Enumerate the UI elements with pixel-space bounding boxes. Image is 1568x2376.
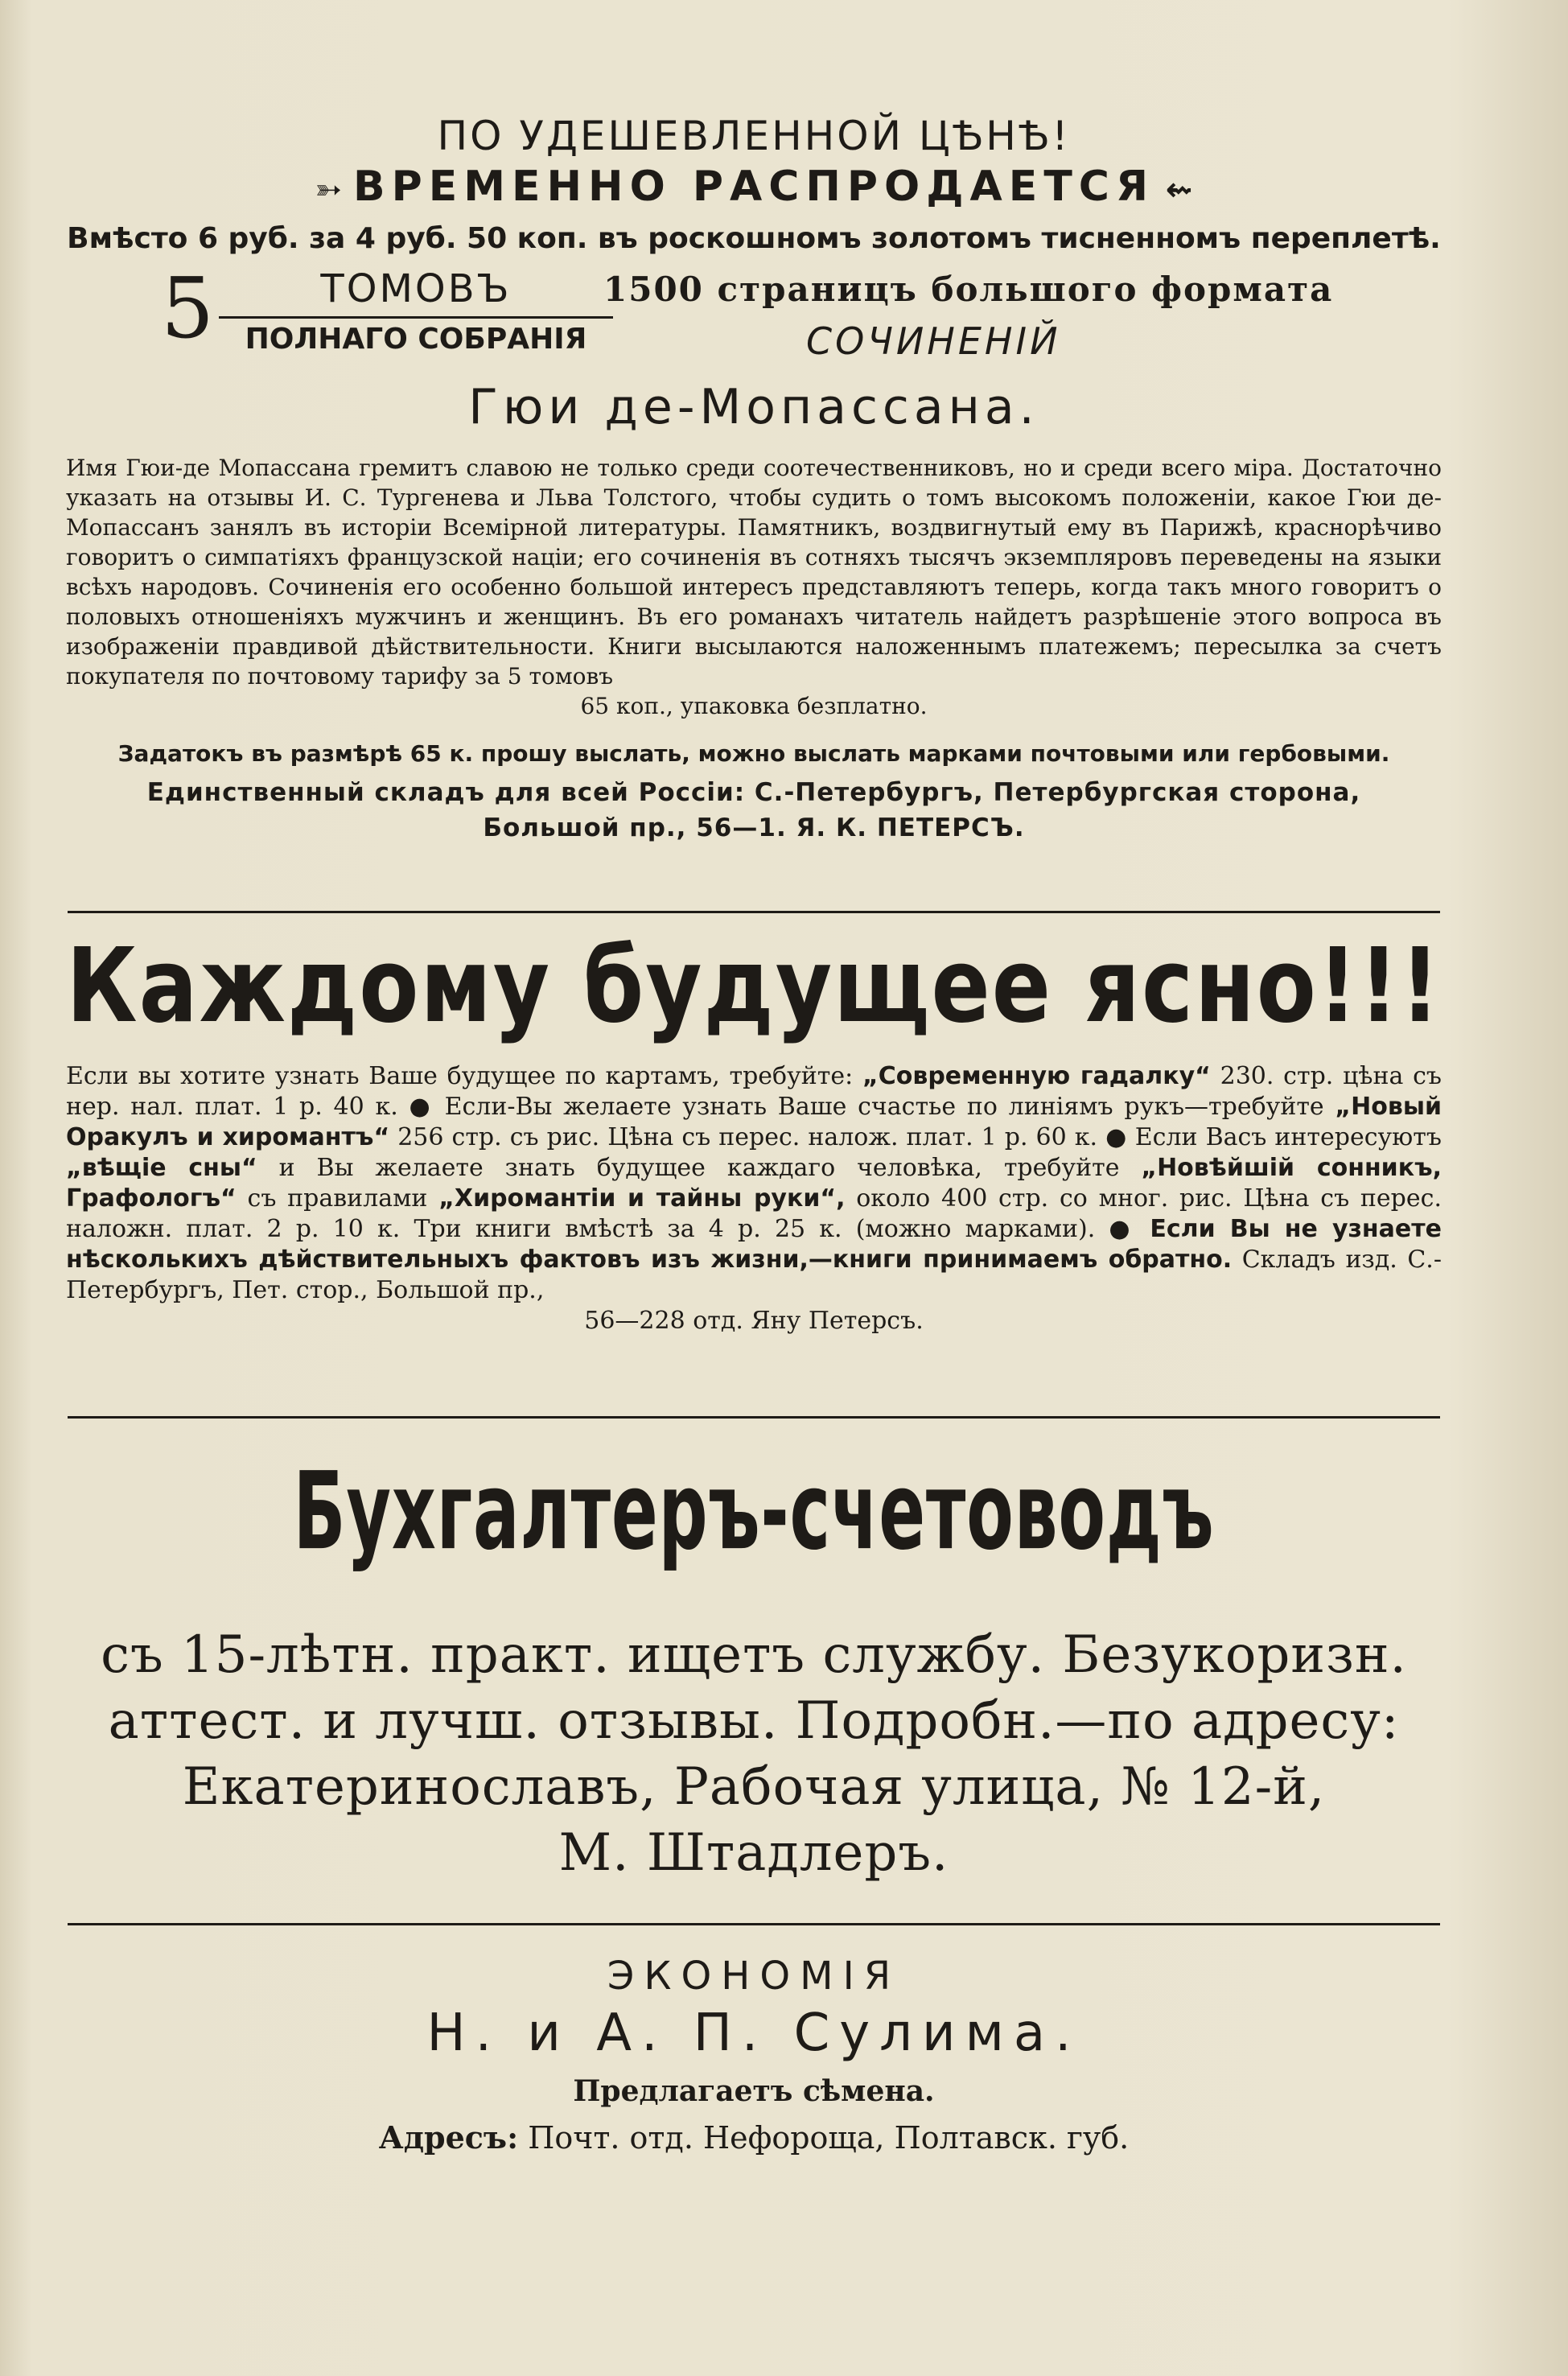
ad-fortune: [66, 924, 1442, 1336]
address-line: [66, 2119, 1442, 2156]
volumes-word: ТОМОВЪ: [320, 266, 512, 311]
deposit-line: Задатокъ въ размѣрѣ 65 к. прошу выслать, можно выслать марками почтовыми или гербовыми.: [117, 740, 1390, 767]
volumes-block: [66, 259, 1442, 363]
arrow-left-icon: ⇜: [1166, 171, 1193, 208]
sale-text: ВРЕМЕННО РАСПРОДАЕТСЯ: [353, 163, 1154, 211]
ad-maupassant: [66, 113, 1442, 846]
ad-body-last: 65 коп., упаковка безплатно.: [580, 693, 928, 719]
volumes-number: 5: [161, 259, 215, 357]
accountant-headline: Бухгалтеръ-счетоводъ: [293, 1448, 1215, 1575]
economy-title: ЭКОНОМІЯ: [607, 1954, 901, 1999]
accountant-line-2: аттест. и лучш. отзывы. Подробн.—по адресу:: [108, 1691, 1400, 1751]
ad-body-main: Имя Гюи-де Мопассана гремитъ славою не только среди соотечественниковъ, но и среди всего міра. Достаточно указать на отзывы И. С. Тургенева и Льва Толстого, чтобы судить о томъ высокомъ положеніи, какое Гюи де-Мопассанъ занялъ въ исторіи Всемірной литературы. Памятникъ, воздвигнутый ему въ Парижѣ, краснорѣчиво говоритъ о симпатіяхъ французской націи; его сочиненія въ сотняхъ тысячъ экземпляровъ переведены на языки всѣхъ народовъ. Сочиненія его особенно большой интересъ представляютъ теперь, когда такъ много говоритъ о половыхъ отношеніяхъ мужчинъ и женщинъ. Въ его романахъ читатель найдетъ разрѣшеніе этого вопроса въ изображеніи правдивой дѣйствительности. Книги высылаются наложеннымъ платежемъ; пересылка за счетъ покупателя по почтовому тарифу за 5 томовъ: [66, 455, 1442, 690]
fortune-text-4: и Вы желаете знать будущее каждаго человѣка, требуйте: [278, 1154, 1120, 1182]
arrow-right-icon: ➳: [315, 171, 342, 208]
book-title-sonnik: „Новѣйшій сонникъ, Графологъ“: [66, 1154, 1442, 1213]
fortune-text-5: съ правилами: [247, 1184, 428, 1213]
fortune-text-6: около 400 стр. со мног. рис. Цѣна съ перес. наложн. плат. 2 р. 10 к. Три книги вмѣстѣ за 4 р. 25 к. (можно марками). ●: [66, 1184, 1442, 1243]
offers-line: Предлагаетъ сѣмена.: [573, 2074, 935, 2108]
accountant-body: [66, 1622, 1442, 1886]
guarantee-text: Если Вы не узнаете нѣсколькихъ дѣйствительныхъ фактовъ изъ жизни,—книги принимаемъ обратно.: [66, 1215, 1442, 1274]
volumes-divider: [219, 316, 613, 319]
address-value: Почт. отд. Нефороща, Полтавск. губ.: [528, 2120, 1130, 2156]
firm-name: Н. и А. П. Сулима.: [426, 2003, 1081, 2063]
fortune-text-2: 230. стр. цѣна съ нер. нал. плат. 1 р. 40 к. ● Если-Вы желаете узнать Ваше счастье по линіямъ рукъ—требуйте: [66, 1062, 1442, 1121]
ad-accountant: [66, 1448, 1442, 1886]
book-title-oracle: „Новый Оракулъ и хиромантъ“: [66, 1093, 1442, 1151]
volumes-subtitle: ПОЛНАГО СОБРАНІЯ: [245, 323, 587, 356]
store-line-2: Большой пр., 56—1. Я. К. ПЕТЕРСЪ.: [483, 813, 1025, 842]
ad-sale-line: [66, 163, 1442, 211]
ad-sulima: [66, 1954, 1442, 2156]
pages-line: 1500 страницъ большого формата: [603, 270, 1334, 309]
accountant-line-3: Екатеринославъ, Рабочая улица, № 12-й,: [182, 1757, 1326, 1817]
accountant-line-1: съ 15-лѣтн. практ. ищетъ службу. Безукоризн.: [101, 1625, 1407, 1685]
accountant-line-4: М. Штадлеръ.: [558, 1823, 949, 1883]
price-line: Вмѣсто 6 руб. за 4 руб. 50 коп. въ роскошномъ золотомъ тисненномъ переплетѣ.: [67, 222, 1441, 255]
store-line-1: Единственный складъ для всей Россіи: С.-Петербургъ, Петербургская сторона,: [146, 778, 1361, 807]
book-title-palmistry: „Хиромантіи и тайны руки“,: [438, 1184, 846, 1213]
works-word: СОЧИНЕНІЙ: [806, 319, 1061, 363]
address-label: Адресъ:: [378, 2119, 519, 2156]
ad-top-line: ПО УДЕШЕВЛЕННОЙ ЦѢНѢ!: [437, 113, 1071, 159]
fortune-headline: Каждому будущее ясно!!!: [66, 927, 1442, 1046]
fortune-address: 56—228 отд. Яну Петерсъ.: [584, 1307, 924, 1335]
fortune-text-3: 256 стр. съ рис. Цѣна съ перес. налож. плат. 1 р. 60 к. ● Если Васъ интересуютъ: [397, 1123, 1442, 1151]
fortune-text-1: Если вы хотите узнать Ваше будущее по картамъ, требуйте:: [66, 1062, 854, 1090]
divider: [68, 911, 1440, 913]
divider: [68, 1923, 1440, 1925]
store-address: [66, 775, 1442, 846]
book-title-gadalka: „Современную гадалку“: [862, 1062, 1211, 1090]
divider: [68, 1416, 1440, 1419]
book-title-dreams: „вѣщіе сны“: [66, 1154, 257, 1182]
fortune-text-7: Складъ изд. С.-Петербургъ, Пет. стор., Большой пр.,: [66, 1246, 1442, 1304]
fortune-body: [66, 1061, 1442, 1336]
ad-body: [66, 453, 1442, 721]
author-title: Гюи де-Мопассана.: [468, 379, 1039, 435]
